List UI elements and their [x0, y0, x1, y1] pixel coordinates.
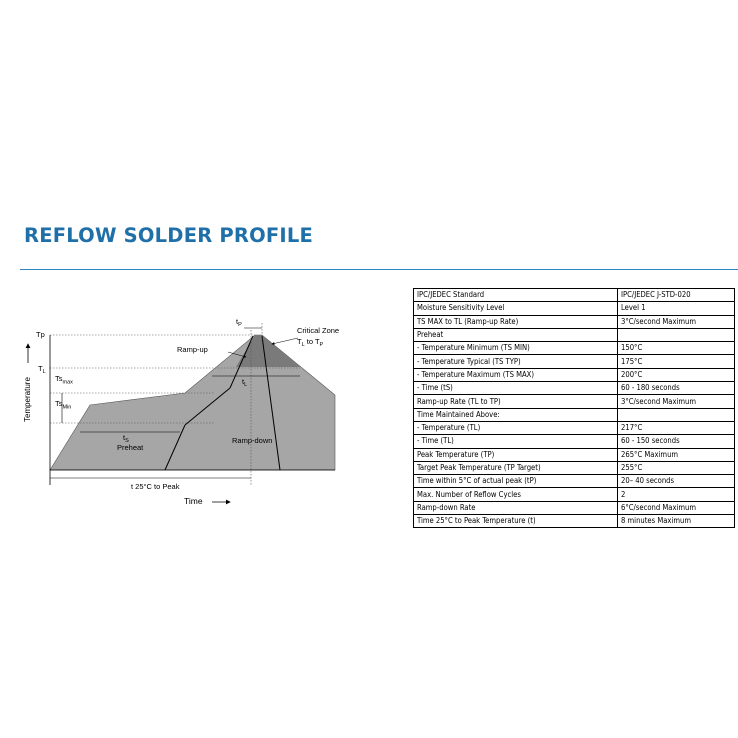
tl-time-label: $t_L$ [242, 377, 248, 388]
table-header-row [414, 289, 735, 302]
value-cell: Level 1 [618, 302, 735, 315]
preheat-label: Preheat [117, 443, 144, 452]
table-row [414, 475, 735, 488]
parameter-cell: - Time (tS) [414, 382, 618, 395]
tl-to-tp-label: $T_L$ to $T_P$ [297, 337, 324, 348]
parameter-cell: Peak Temperature (TP) [414, 448, 618, 461]
value-cell: 217°C [618, 421, 735, 434]
profile-area [50, 335, 335, 470]
parameter-cell: - Time (TL) [414, 435, 618, 448]
parameter-cell: Ramp-down Rate [414, 501, 618, 514]
value-cell: 150°C [618, 342, 735, 355]
parameter-cell: Moisture Sensitivity Level [414, 302, 618, 315]
parameter-cell: - Temperature (TL) [414, 421, 618, 434]
table-row [414, 515, 735, 528]
parameter-cell: - Temperature Typical (TS TYP) [414, 355, 618, 368]
value-cell [618, 408, 735, 421]
table-row [414, 328, 735, 341]
critical-zone-label: Critical Zone [297, 326, 340, 335]
value-cell: 3°C/second Maximum [618, 315, 735, 328]
value-cell: 60 - 180 seconds [618, 382, 735, 395]
table-header-parameter: IPC/JEDEC Standard [414, 289, 618, 302]
value-cell: 6°C/second Maximum [618, 501, 735, 514]
time-axis-label: Time [184, 496, 203, 506]
rampup-label: Ramp-up [177, 345, 208, 354]
parameter-cell: Max. Number of Reflow Cycles [414, 488, 618, 501]
parameter-cell: Preheat [414, 328, 618, 341]
parameter-cell: Ramp-up Rate (TL to TP) [414, 395, 618, 408]
reflow-spec-table [413, 288, 735, 528]
parameter-cell: - Temperature Maximum (TS MAX) [414, 368, 618, 381]
table-row [414, 461, 735, 474]
value-cell: 2 [618, 488, 735, 501]
ts-time-label: $t_S$ [123, 433, 129, 444]
table-row [414, 488, 735, 501]
value-cell: 3°C/second Maximum [618, 395, 735, 408]
parameter-cell: TS MAX to TL (Ramp-up Rate) [414, 315, 618, 328]
t25-label: t 25°C to Peak [131, 482, 180, 491]
table-row [414, 302, 735, 315]
table-row [414, 342, 735, 355]
parameter-cell: Time 25°C to Peak Temperature (t) [414, 515, 618, 528]
rampdown-label: Ramp-down [232, 436, 273, 445]
tsmax-label: $Ts_{max}$ [55, 374, 73, 386]
value-cell: 255°C [618, 461, 735, 474]
parameter-cell: Target Peak Temperature (TP Target) [414, 461, 618, 474]
tsmin-label: $Ts_{Min}$ [55, 399, 72, 411]
parameter-cell: Time Maintained Above: [414, 408, 618, 421]
temperature-axis-label: Temperature [23, 377, 32, 422]
parameter-cell: Time within 5°C of actual peak (tP) [414, 475, 618, 488]
tl-label: $T_L$ [38, 364, 46, 375]
value-cell: 20– 40 seconds [618, 475, 735, 488]
page-title: REFLOW SOLDER PROFILE [24, 224, 314, 247]
table-row [414, 408, 735, 421]
critical-zone-arrow [272, 338, 298, 344]
value-cell: 60 - 150 seconds [618, 435, 735, 448]
table-header-value: IPC/JEDEC J-STD-020 [618, 289, 735, 302]
table-row [414, 501, 735, 514]
table-row [414, 435, 735, 448]
reflow-profile-diagram [0, 300, 360, 520]
table-row [414, 448, 735, 461]
tp-time-label: $t_P$ [236, 317, 242, 328]
value-cell: 200°C [618, 368, 735, 381]
value-cell [618, 328, 735, 341]
parameter-cell: - Temperature Minimum (TS MIN) [414, 342, 618, 355]
table-row [414, 382, 735, 395]
value-cell: 8 minutes Maximum [618, 515, 735, 528]
title-divider [20, 269, 738, 270]
table-row [414, 368, 735, 381]
table-row [414, 421, 735, 434]
value-cell: 265°C Maximum [618, 448, 735, 461]
table-row [414, 315, 735, 328]
value-cell: 175°C [618, 355, 735, 368]
tp-label: Tp [36, 330, 45, 339]
table-row [414, 355, 735, 368]
table-row [414, 395, 735, 408]
